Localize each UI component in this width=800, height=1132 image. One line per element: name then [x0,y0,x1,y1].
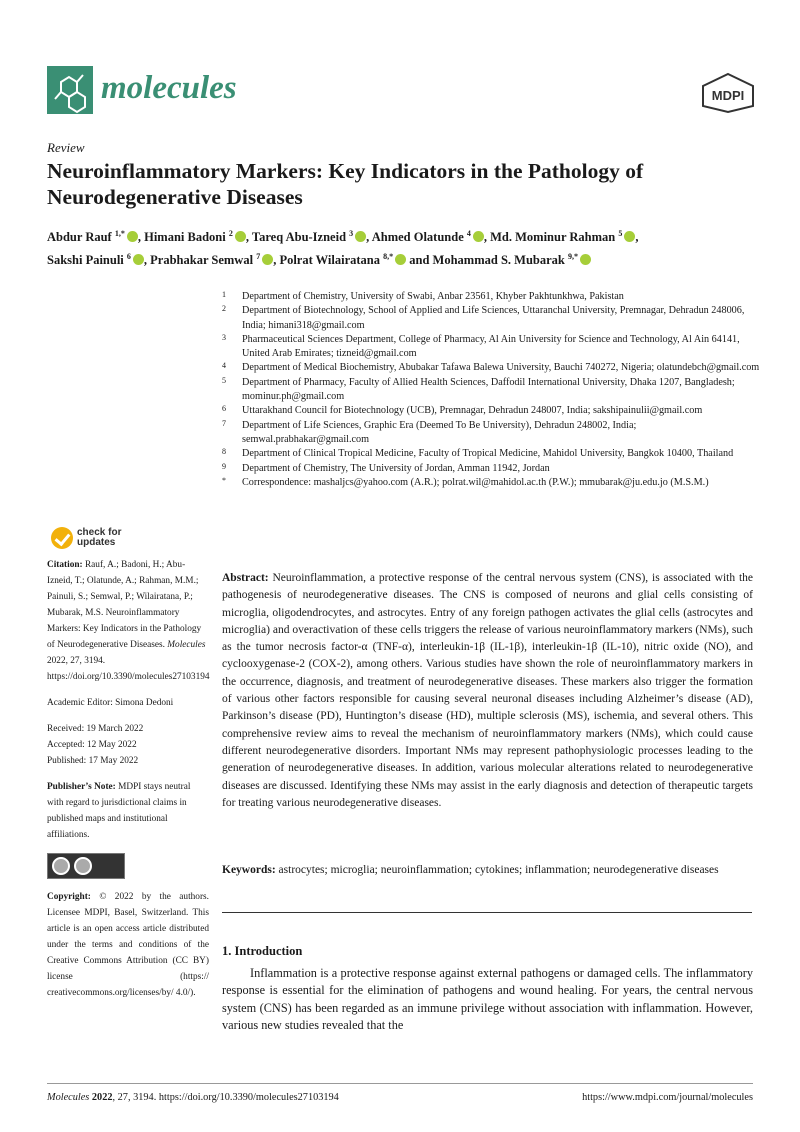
orcid-icon[interactable] [133,254,144,265]
dates: Received: 19 March 2022 Accepted: 12 May 2022 Published: 17 May 2022 [47,724,144,766]
orcid-icon[interactable] [262,254,273,265]
affil-sup: 9,* [567,252,578,262]
orcid-icon[interactable] [473,231,484,242]
section-body: Inflammation is a protective response against external pathogens or damaged cells. The inflammatory response is essential for the elimination of pathogens and wound healing. For years, the central nervous system (CNS) has been regarded as an immune privilege without association with inflammation. However, various new studies revealed that the [222,966,753,1032]
article-title: Neuroinflammatory Markers: Key Indicators in the Pathology of Neurodegenerative Diseases [47,159,644,209]
check-icon [51,527,73,549]
affiliation-item: 1 Department of Chemistry, University of Swabi, Anbar 23561, Khyber Pakhtunkhwa, Pakistan [222,290,624,302]
journal-logo-icon [47,66,93,114]
section-heading: 1. Introduction [222,944,303,958]
journal-header [47,66,757,116]
citation: Citation: Rauf, A.; Badoni, H.; Abu-Izneid, T.; Olatunde, A.; Rahman, M.M.; Painuli, S.; Semwal, P.; Wilairatana, P.; Mubarak, M.S. Neuroinflammatory Markers: Key Indicators in the Pathology of Neurodegenerative Diseases. Molecules 2022, 27, 3194. https://doi.org/10.3390/molecules27103194 [47,560,210,682]
affil-sup: 1,* [114,229,125,238]
academic-editor: Academic Editor: Simona Dedoni [47,698,174,708]
affil-sup: 5 [618,229,623,238]
affil-sup: 8,* [383,252,394,262]
author-name[interactable]: Abdur Rauf [47,230,112,245]
sidebar [47,525,209,1011]
copyright: Copyright: © 2022 by the authors. Licensee MDPI, Basel, Switzerland. This article is an open access article distributed under the terms and conditions of the Creative Commons Attribution (CC BY) license (https:// creativecommons.org/licenses/by/ 4.0/). [47,892,209,998]
affiliation-item: 8 Department of Clinical Tropical Medicine, Faculty of Tropical Medicine, Mahidol University, Bangkok 10400, Thailand [222,447,734,460]
divider [222,912,752,913]
and-word: and [409,253,430,268]
orcid-icon[interactable] [624,231,635,242]
orcid-icon[interactable] [355,231,366,242]
author-name[interactable]: Ahmed Olatunde [371,230,464,245]
orcid-icon[interactable] [395,254,406,265]
affiliation-item: 9 Department of Chemistry, The University of Jordan, Amman 11942, Jordan [222,461,550,474]
affil-sup: 4 [466,229,471,238]
mdpi-logo-icon [699,72,757,114]
author-name[interactable]: Sakshi Painuli [47,253,124,268]
citation-doi-link[interactable]: 2022, 27, 3194. https://doi.org/10.3390/molecules27103194 [47,656,210,682]
publisher-note: Publisher’s Note: MDPI stays neutral with regard to jurisdictional claims in published maps and institutional affiliations. [47,782,191,840]
author-line-1: Abdur Rauf $^{1,*}$ , Himani Badoni $^2$ , Tareq Abu-Izneid $^3$ , Ahmed Olatunde $^4$ , Md. Mominur Rahman $^5$ , [47,229,639,245]
footer-citation: Molecules 2022, 27, 3194. https://doi.org/10.3390/molecules27103194 [47,1092,339,1103]
footer-divider [47,1083,753,1084]
abstract: Abstract: Neuroinflammation, a protective response of the central nervous system (CNS), is associated with the pathogenesis of neurodegenerative diseases. The CNS is composed of neurons and glial cells consisting of microglia, oligodendrocytes, and astrocytes. Entry of any foreign pathogen activates the glial cells (astrocytes and microglia) and overactivation of these cells triggers the release of various neuroinflammatory markers (NMs), such as the tumor necrosis factor-α (TNF-α), interleukin-1β (IL-1β), interleukin-1β (IL-10), nitric oxide (NO), and cyclooxygenase-2 (COX-2), among others. Various studies have shown the role of neuroinflammatory markers in the occurrence, diagnosis, and treatment of neurodegenerative diseases. These markers also trigger the formation of various other factors responsible for causing several neuronal diseases including Alzheimer’s disease (AD), Parkinson’s disease (PD), Huntington’s disease (HD), multiple sclerosis (MS), ischemia, and several others. This comprehensive review aims to reveal the mechanism of neuroinflammatory markers (NMs), which could cause different neurodegenerative disorders. Important NMs may represent pathophysiologic processes leading to the generation of neurodegenerative diseases. In addition, various molecular alterations related to neurodegenerative diseases are discussed. Identifying these NMs may assist in the early diagnosis and detection of therapeutic targets for treating various neurodegenerative diseases. [222,572,753,809]
affil-sup: 6 [126,252,131,262]
affil-sup: 2 [228,229,233,238]
affiliation-item: 5 Department of Pharmacy, Faculty of Allied Health Sciences, Daffodil International University, Dhaka 1207, Bangladesh; mominur.ph@gmail.com [222,375,735,403]
affiliation-item: 7 Department of Life Sciences, Graphic Era (Deemed To Be University), Dehradun 248002, India; semwal.prabhakar@gmail.com [222,418,637,445]
keywords: Keywords: astrocytes; microglia; neuroinflammation; cytokines; inflammation; neurodegenerative diseases [222,864,719,876]
author-name[interactable]: Prabhakar Semwal [150,253,254,268]
affiliation-item: 2 Department of Biotechnology, School of Applied and Life Sciences, Uttaranchal University, Premnagar, Dehradun 248006, India; himani318@gmail.com [222,304,745,331]
affiliation-item: 4 Department of Medical Biochemistry, Abubakar Tafawa Balewa University, Bauchi 740272, Nigeria; olatundebch@gmail.com [222,361,760,374]
author-name[interactable]: Md. Mominur Rahman [490,230,616,245]
journal-name: molecules [101,70,237,106]
orcid-icon[interactable] [235,231,246,242]
check-for-updates-button[interactable]: check for updates [51,525,209,551]
author-name[interactable]: Polrat Wilairatana [279,253,381,268]
author-list [47,224,767,270]
author-name[interactable]: Himani Badoni [144,230,226,245]
affil-sup: 7 [256,252,261,262]
author-line-2: Sakshi Painuli $^6$ , Prabhakar Semwal $^7$ , Polrat Wilairatana $^{8,*}$ and Mohammad S. Mubarak $^{9,*}$ [47,247,767,270]
cc-by-license-icon[interactable] [47,853,125,879]
author-name[interactable]: Tareq Abu-Izneid [251,230,347,245]
orcid-icon[interactable] [580,254,591,265]
svg-text:MDPI: MDPI [711,88,745,103]
author-name[interactable]: Mohammad S. Mubarak [432,253,565,268]
footer-journal-url[interactable]: https://www.mdpi.com/journal/molecules [582,1092,753,1103]
affiliations [222,290,762,490]
correspondence: * Correspondence: mashaljcs@yahoo.com (A.R.); polrat.wil@mahidol.ac.th (P.W.); mmubarak@ju.edu.jo (M.S.M.) [222,475,709,488]
orcid-icon[interactable] [127,231,138,242]
article-type: Review [47,140,85,155]
affiliation-item: 6 Uttarakhand Council for Biotechnology (UCB), Premnagar, Dehradun 248007, India; sakshipainulii@gmail.com [222,404,703,417]
affiliation-item: 3 Pharmaceutical Sciences Department, College of Pharmacy, Al Ain University for Science and Technology, Al Ain 64141, United Arab Emirates; tizneid@gmail.com [222,332,740,360]
affil-sup: 3 [349,229,354,238]
